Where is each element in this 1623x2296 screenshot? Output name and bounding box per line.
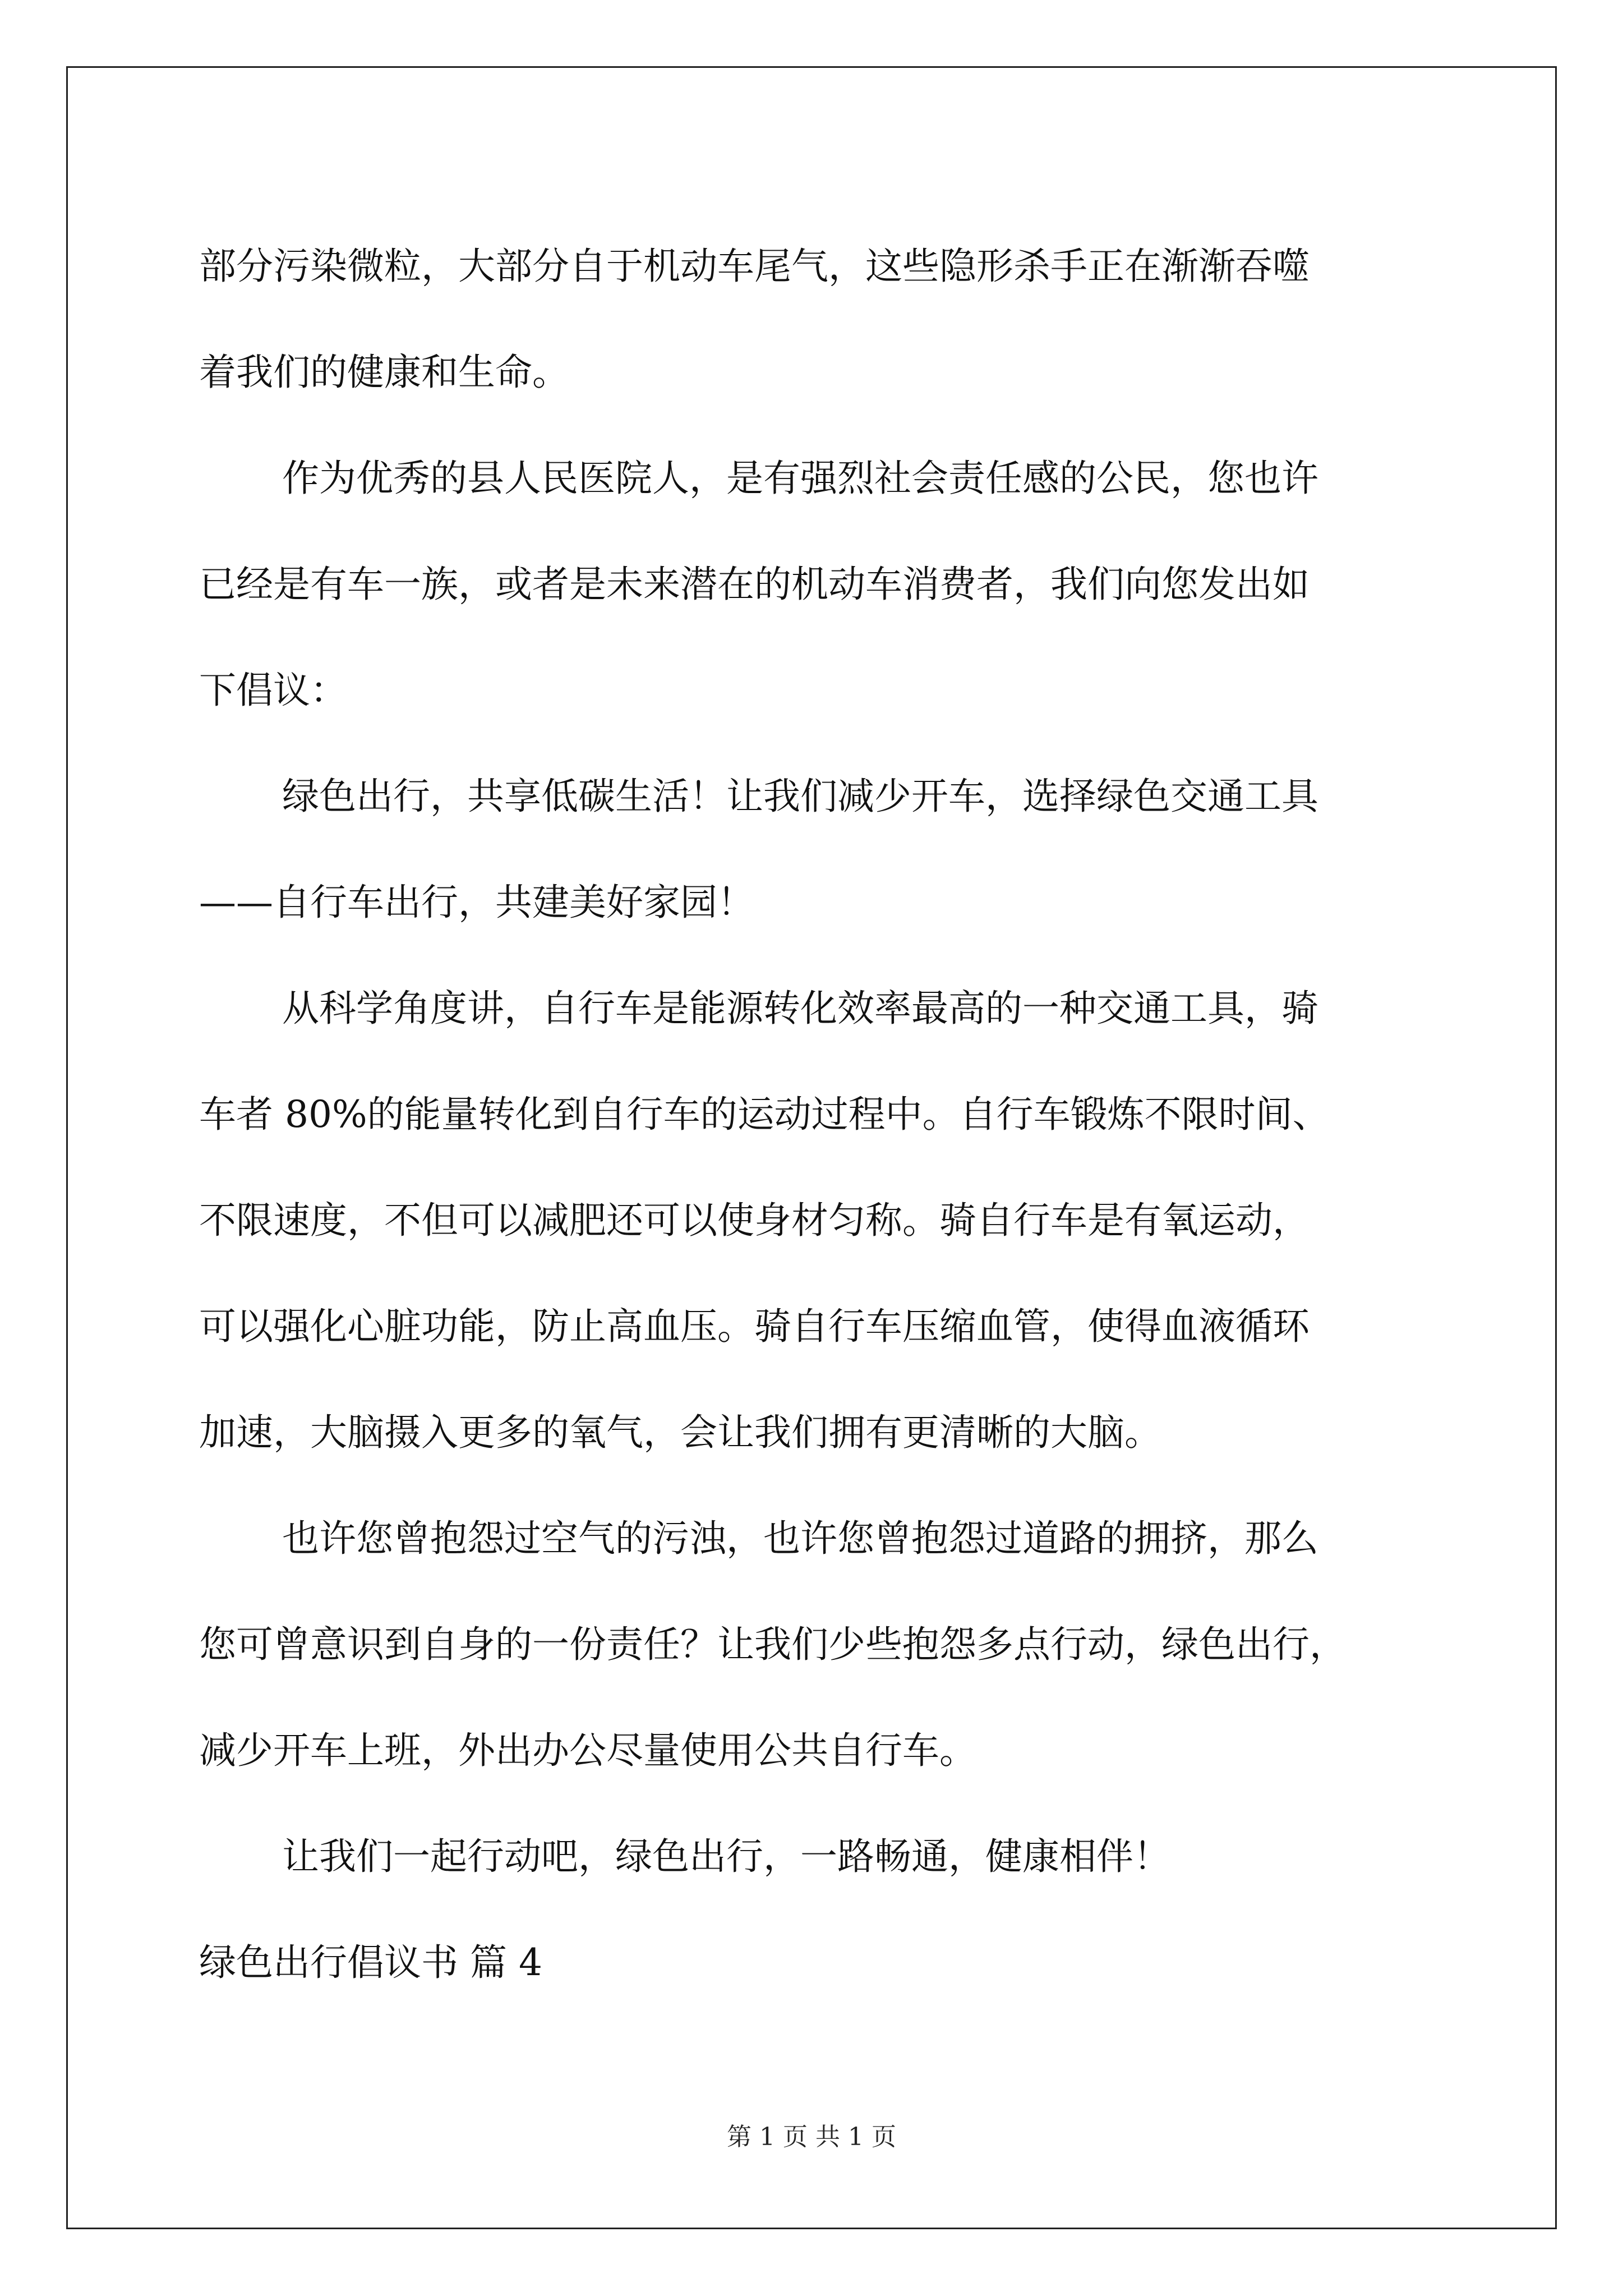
paragraph-line: 部分污染微粒，大部分自于机动车尾气，这些隐形杀手正在渐渐吞噬	[199, 245, 1310, 288]
section-heading: 绿色出行倡议书 篇 4	[199, 1941, 542, 1984]
paragraph-line: 从科学角度讲，自行车是能源转化效率最高的一种交通工具，骑	[282, 987, 1318, 1030]
paragraph-line: 加速，大脑摄入更多的氧气，会让我们拥有更清晰的大脑。	[199, 1411, 1161, 1454]
paragraph-line: 减少开车上班，外出办公尽量使用公共自行车。	[199, 1729, 976, 1772]
paragraph-line: 您可曾意识到自身的一份责任？让我们少些抱怨多点行动，绿色出行，	[199, 1623, 1347, 1666]
document-body	[199, 213, 1461, 2016]
paragraph-line: ——自行车出行，共建美好家园！	[199, 881, 754, 924]
paragraph-line: 着我们的健康和生命。	[199, 351, 569, 394]
page-footer: 第 1 页 共 1 页	[727, 2123, 896, 2151]
paragraph-line: 让我们一起行动吧，绿色出行，一路畅通，健康相伴！	[282, 1835, 1170, 1878]
paragraph-line: 绿色出行，共享低碳生活！让我们减少开车，选择绿色交通工具	[282, 775, 1318, 818]
paragraph-line: 车者 80%的能量转化到自行车的运动过程中。自行车锻炼不限时间、	[199, 1093, 1330, 1136]
paragraph-line: 已经是有车一族，或者是未来潜在的机动车消费者，我们向您发出如	[199, 563, 1310, 606]
paragraph-line: 可以强化心脏功能，防止高血压。骑自行车压缩血管，使得血液循环	[199, 1305, 1310, 1348]
paragraph-line: 下倡议：	[199, 669, 347, 712]
paragraph-line: 也许您曾抱怨过空气的污浊，也许您曾抱怨过道路的拥挤，那么	[282, 1517, 1318, 1560]
paragraph-line: 作为优秀的县人民医院人，是有强烈社会责任感的公民，您也许	[282, 457, 1318, 500]
paragraph-line: 不限速度，不但可以减肥还可以使身材匀称。骑自行车是有氧运动，	[199, 1199, 1310, 1242]
